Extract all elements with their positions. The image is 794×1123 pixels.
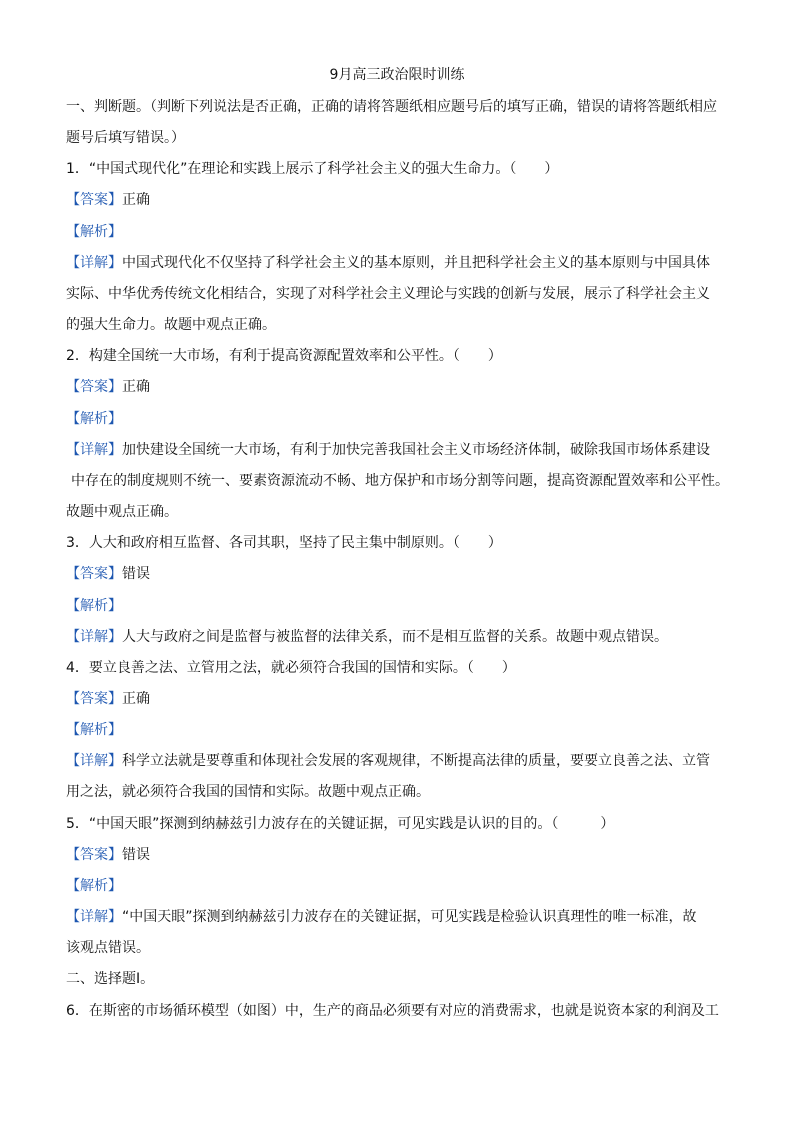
- detail-text: 人大与政府之间是监督与被监督的法律关系，而不是相互监督的关系。故题中观点错误。: [122, 628, 668, 645]
- detail-text: 中存在的制度规则不统一、要素资源流动不畅、地方保护和市场分割等问题，提高资源配置效率和公平性。: [71, 472, 729, 489]
- answer-row-4: [66, 684, 738, 715]
- page-title: 9月高三政治限时训练: [329, 67, 465, 83]
- detail-text: 的强大生命力。故题中观点正确。: [66, 317, 276, 334]
- detail-text: 用之法，就必须符合我国的国情和实际。故题中观点正确。: [66, 784, 430, 801]
- answer-value: 错误: [122, 846, 150, 863]
- answer-row-1: [66, 185, 738, 216]
- answer-value: 正确: [122, 379, 150, 396]
- document-body: [66, 92, 738, 1027]
- detail-row-1: [66, 248, 738, 279]
- answer-label: 【答案】: [66, 690, 122, 707]
- answer-value: 错误: [122, 566, 150, 583]
- detail-label: 【详解】: [66, 753, 122, 770]
- analysis-row-4: [66, 715, 738, 746]
- analysis-label: 【解析】: [66, 877, 122, 894]
- analysis-label: 【解析】: [66, 597, 122, 614]
- answer-label: 【答案】: [66, 192, 122, 209]
- question-stem-1: 1．“中国式现代化”在理论和实践上展示了科学社会主义的强大生命力。（ ）: [66, 161, 559, 178]
- detail-row-5: [66, 902, 738, 933]
- analysis-row-1: [66, 217, 738, 248]
- analysis-row-2: [66, 404, 738, 435]
- analysis-row-3: [66, 591, 738, 622]
- detail-label: 【详解】: [66, 909, 122, 926]
- answer-label: 【答案】: [66, 846, 122, 863]
- detail-row-3: [66, 622, 738, 653]
- question-stem-4: 4．要立良善之法、立管用之法，就必须符合我国的国情和实际。（ ）: [66, 659, 516, 676]
- answer-label: 【答案】: [66, 566, 122, 583]
- detail-text: 实际、中华优秀传统文化相结合，实现了对科学社会主义理论与实践的创新与发展，展示了科学社会主义: [66, 285, 710, 302]
- question-stem-2: 2．构建全国统一大市场，有利于提高资源配置效率和公平性。（ ）: [66, 348, 502, 365]
- section-heading: 一、判断题。（判断下列说法是否正确，正确的请将答题纸相应题号后的填写正确，错误的请将答题纸相应: [66, 99, 717, 115]
- answer-label: 【答案】: [66, 379, 122, 396]
- detail-text: “中国天眼”探测到纳赫兹引力波存在的关键证据，可见实践是检验认识真理性的唯一标准，故: [122, 909, 697, 926]
- question-stem-5: 5．“中国天眼”探测到纳赫兹引力波存在的关键证据，可见实践是认识的目的。（ ）: [66, 815, 615, 832]
- detail-text: 中国式现代化不仅坚持了科学社会主义的基本原则，并且把科学社会主义的基本原则与中国具体: [122, 254, 710, 271]
- answer-row-5: [66, 840, 738, 871]
- analysis-label: 【解析】: [66, 410, 122, 427]
- detail-text: 加快建设全国统一大市场，有利于加快完善我国社会主义市场经济体制，破除我国市场体系建设: [122, 441, 710, 458]
- answer-row-3: [66, 559, 738, 590]
- section-heading-2: 二、选择题Ⅰ。: [66, 971, 155, 988]
- detail-label: 【详解】: [66, 441, 122, 458]
- analysis-label: 【解析】: [66, 722, 122, 739]
- detail-label: 【详解】: [66, 628, 122, 645]
- analysis-row-5: [66, 871, 738, 902]
- answer-value: 正确: [122, 690, 150, 707]
- question-stem-3: 3．人大和政府相互监督、各司其职，坚持了民主集中制原则。（ ）: [66, 535, 502, 552]
- answer-value: 正确: [122, 192, 150, 209]
- section-heading-cont: 题号后填写错误。）: [66, 130, 185, 147]
- detail-row-4: [66, 746, 738, 777]
- answer-row-2: [66, 372, 738, 403]
- detail-text: 科学立法就是要尊重和体现社会发展的客观规律，不断提高法律的质量，要要立良善之法、立管: [122, 753, 710, 770]
- question-stem-6: 6．在斯密的市场循环模型（如图）中，生产的商品必须要有对应的消费需求，也就是说资本家的利润及工: [66, 1002, 719, 1019]
- detail-text: 故题中观点正确。: [66, 504, 178, 521]
- analysis-label: 【解析】: [66, 223, 122, 240]
- detail-text: 该观点错误。: [66, 940, 150, 957]
- detail-row-2: [66, 435, 738, 466]
- detail-label: 【详解】: [66, 254, 122, 271]
